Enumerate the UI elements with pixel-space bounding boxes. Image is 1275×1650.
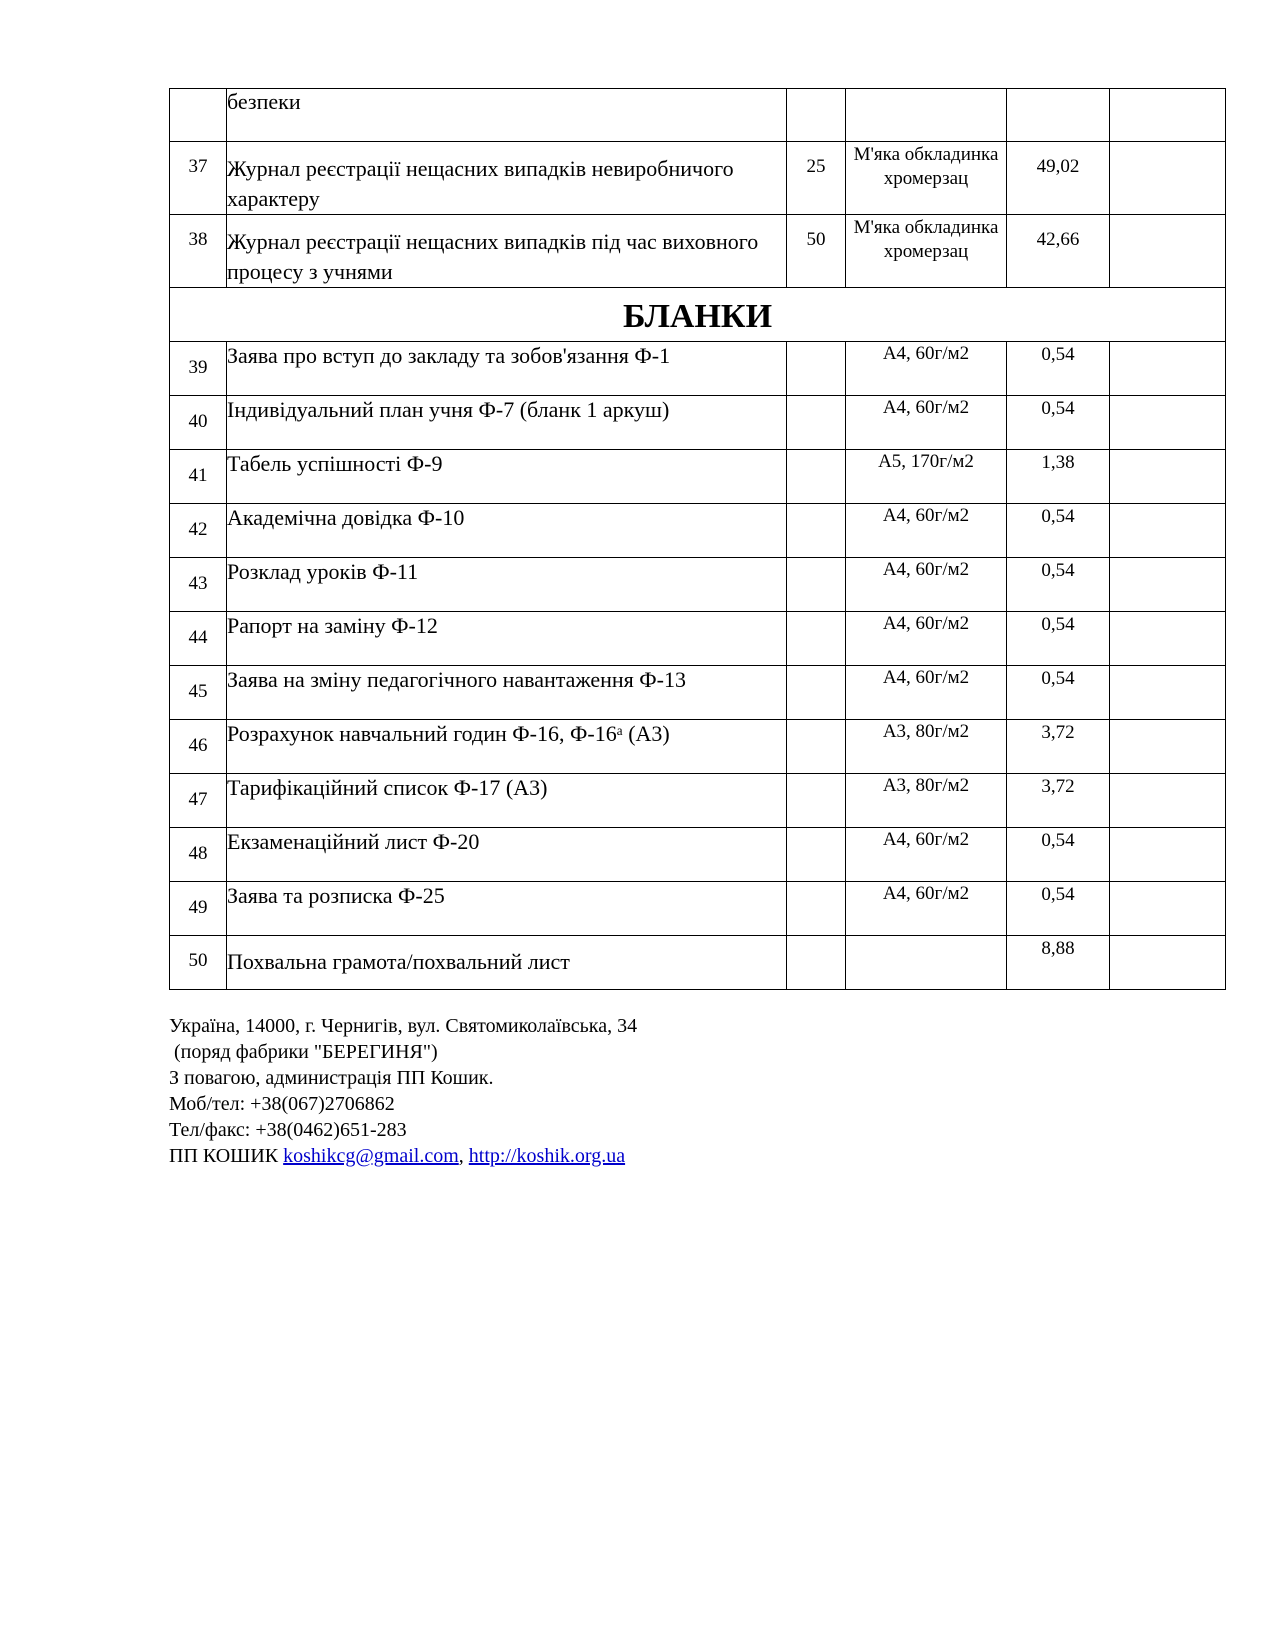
item-price: 0,54 [1007, 828, 1110, 882]
cover-format: А4, 60г/м2 [846, 828, 1007, 882]
cover-format: А4, 60г/м2 [846, 504, 1007, 558]
empty-cell [1110, 142, 1226, 215]
table-row [170, 396, 1226, 450]
row-number: 44 [170, 612, 227, 666]
price-table [169, 88, 1226, 990]
row-number: 45 [170, 666, 227, 720]
cover-format: М'яка обкладинка хромерзац [846, 142, 1007, 215]
table-row [170, 666, 1226, 720]
item-price: 0,54 [1007, 342, 1110, 396]
regards-line: З повагою, администрація ПП Кошик. [169, 1067, 494, 1089]
company-name: ПП КОШИК [169, 1145, 284, 1167]
item-name: Розклад уроків Ф-11 [227, 558, 787, 612]
page-count [787, 666, 846, 720]
row-number: 47 [170, 774, 227, 828]
page-count [787, 504, 846, 558]
cover-format: А3, 80г/м2 [846, 720, 1007, 774]
item-name: Індивідуальний план учня Ф-7 (бланк 1 аркуш) [227, 396, 787, 450]
item-name: Рапорт на заміну Ф-12 [227, 612, 787, 666]
empty-cell [1110, 558, 1226, 612]
item-price: 1,38 [1007, 450, 1110, 504]
cover-format: М'яка обкладинка хромерзац [846, 215, 1007, 288]
cover-format [846, 936, 1007, 990]
page-count: 50 [787, 215, 846, 288]
table-row [170, 215, 1226, 288]
table-row [170, 504, 1226, 558]
row-number: 43 [170, 558, 227, 612]
item-price: 49,02 [1007, 142, 1110, 215]
page-count [787, 612, 846, 666]
cover-format: А4, 60г/м2 [846, 882, 1007, 936]
mobile-phone: Моб/тел: +38(067)2706862 [169, 1093, 395, 1115]
page-count [787, 828, 846, 882]
item-name: безпеки [227, 89, 787, 142]
item-price: 0,54 [1007, 882, 1110, 936]
table-row [170, 828, 1226, 882]
empty-cell [1110, 720, 1226, 774]
page-count [787, 396, 846, 450]
empty-cell [1110, 450, 1226, 504]
row-number: 49 [170, 882, 227, 936]
page-count [787, 450, 846, 504]
cover-format: А4, 60г/м2 [846, 342, 1007, 396]
landmark-line: (поряд фабрики "БЕРЕГИНЯ") [169, 1041, 438, 1063]
row-number: 46 [170, 720, 227, 774]
cover-format: А5, 170г/м2 [846, 450, 1007, 504]
row-number: 48 [170, 828, 227, 882]
table-row [170, 882, 1226, 936]
cover-format: А4, 60г/м2 [846, 396, 1007, 450]
page-count [787, 342, 846, 396]
section-title: БЛАНКИ [170, 288, 1226, 342]
website-link[interactable]: http://koshik.org.ua [468, 1145, 626, 1167]
item-name: Розрахунок навчальний годин Ф-16, Ф-16ᵃ (А3) [227, 720, 787, 774]
empty-cell [1110, 666, 1226, 720]
item-name: Журнал реєстрації нещасних випадків під час виховного процесу з учнями [227, 215, 787, 288]
item-price: 0,54 [1007, 504, 1110, 558]
item-price: 3,72 [1007, 720, 1110, 774]
page-count: 25 [787, 142, 846, 215]
page-count [787, 558, 846, 612]
row-number: 38 [170, 215, 227, 288]
table-row [170, 558, 1226, 612]
empty-cell [1110, 215, 1226, 288]
row-number: 42 [170, 504, 227, 558]
link-separator: , [458, 1145, 469, 1167]
empty-cell [1110, 774, 1226, 828]
section-header-row [170, 288, 1226, 342]
item-name: Заява та розписка Ф-25 [227, 882, 787, 936]
page-count [787, 720, 846, 774]
item-name: Заява на зміну педагогічного навантаження Ф-13 [227, 666, 787, 720]
item-name: Похвальна грамота/похвальний лист [227, 936, 787, 990]
item-name: Табель успішності Ф-9 [227, 450, 787, 504]
row-number: 40 [170, 396, 227, 450]
row-number: 41 [170, 450, 227, 504]
table-row [170, 142, 1226, 215]
page-count [787, 774, 846, 828]
cover-format: А4, 60г/м2 [846, 558, 1007, 612]
item-name: Академічна довідка Ф-10 [227, 504, 787, 558]
row-number: 39 [170, 342, 227, 396]
table-row [170, 720, 1226, 774]
row-number: 50 [170, 936, 227, 990]
empty-cell [1110, 882, 1226, 936]
item-price: 0,54 [1007, 666, 1110, 720]
item-name: Екзаменаційний лист Ф-20 [227, 828, 787, 882]
cover-format: А3, 80г/м2 [846, 774, 1007, 828]
email-link[interactable]: koshikcg@gmail.com [283, 1145, 459, 1167]
table-row [170, 612, 1226, 666]
empty-cell [1110, 504, 1226, 558]
cover-format: А4, 60г/м2 [846, 666, 1007, 720]
item-price: 42,66 [1007, 215, 1110, 288]
table-row [170, 342, 1226, 396]
item-name: Журнал реєстрації нещасних випадків невиробничого характеру [227, 142, 787, 215]
item-name: Заява про вступ до закладу та зобов'язання Ф-1 [227, 342, 787, 396]
address-line: Україна, 14000, г. Чернигів, вул. Святомиколаївська, 34 [169, 1015, 638, 1037]
empty-cell [1110, 612, 1226, 666]
item-price: 8,88 [1007, 936, 1110, 990]
table-row [170, 450, 1226, 504]
fax-phone: Тел/факс: +38(0462)651-283 [169, 1119, 407, 1141]
item-price: 0,54 [1007, 612, 1110, 666]
item-price: 0,54 [1007, 396, 1110, 450]
row-number: 37 [170, 142, 227, 215]
item-name: Тарифікаційний список Ф-17 (А3) [227, 774, 787, 828]
empty-cell [1110, 828, 1226, 882]
row-number [170, 89, 227, 142]
item-price: 3,72 [1007, 774, 1110, 828]
empty-cell [1110, 936, 1226, 990]
item-price: 0,54 [1007, 558, 1110, 612]
company-contacts-line [169, 1143, 637, 1169]
page-count [787, 936, 846, 990]
table-row [170, 774, 1226, 828]
empty-cell [1110, 396, 1226, 450]
page-count [787, 882, 846, 936]
empty-cell [1110, 342, 1226, 396]
contact-footer [169, 1013, 637, 1169]
cover-format: А4, 60г/м2 [846, 612, 1007, 666]
table-row [170, 936, 1226, 990]
table-row [170, 89, 1226, 142]
